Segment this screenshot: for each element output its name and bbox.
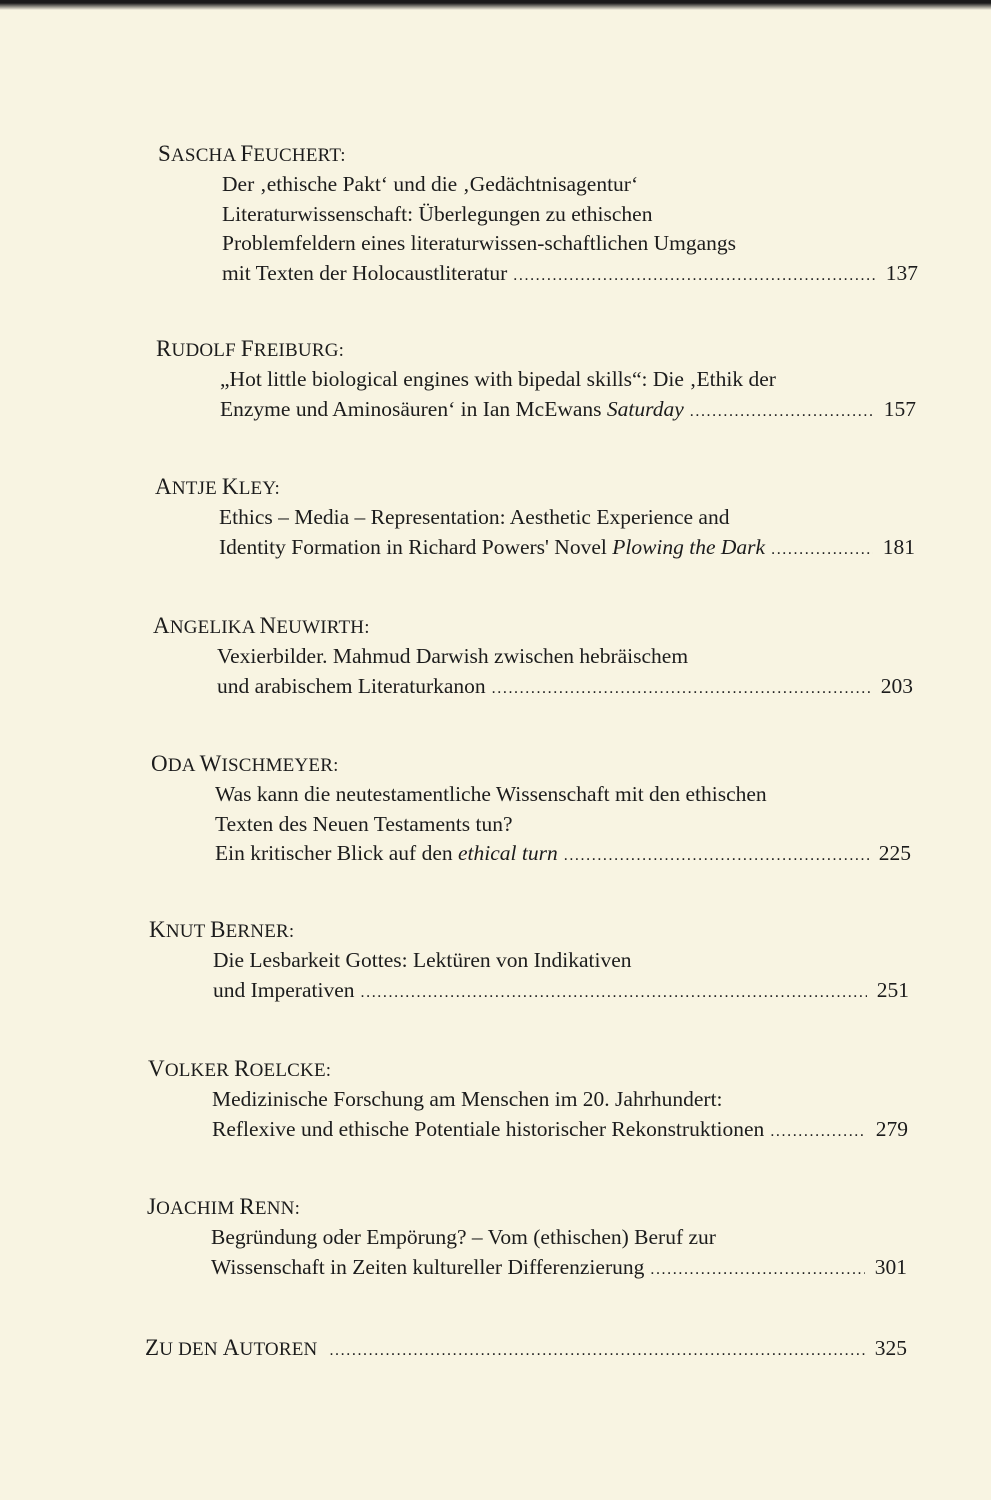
chapter-title xyxy=(217,642,913,703)
page-number[interactable]: 157 xyxy=(883,396,916,421)
page-number[interactable]: 203 xyxy=(880,673,913,698)
toc-entry xyxy=(153,612,913,703)
section-title: ZU DEN AUTOREN xyxy=(145,1335,318,1360)
title-line: Texten des Neuen Testaments tun? xyxy=(215,811,513,836)
chapter-title xyxy=(222,170,918,290)
author-name: VOLKER ROELCKE: xyxy=(148,1056,332,1081)
page-number[interactable]: 325 xyxy=(874,1336,907,1360)
title-last-line: und Imperativen ..... 251 xyxy=(213,976,909,1008)
author-name: RUDOLF FREIBURG: xyxy=(156,336,345,361)
page-edge-shadow xyxy=(0,0,991,10)
author-name: ANGELIKA NEUWIRTH: xyxy=(153,613,370,638)
dot-leader xyxy=(564,841,869,871)
author-name: JOACHIM RENN: xyxy=(147,1194,301,1219)
dot-leader xyxy=(690,397,874,427)
title-line: Ethics – Media – Representation: Aesthetic Experience and xyxy=(219,505,730,529)
toc-entry xyxy=(151,750,911,871)
toc-entry xyxy=(148,1055,908,1146)
toc-entry xyxy=(149,916,909,1007)
chapter-title xyxy=(213,946,909,1007)
title-last-line: und arabischem Literaturkanon ..... 203 xyxy=(217,672,913,704)
dot-leader xyxy=(650,1255,865,1285)
title-line: Literaturwissenschaft: Überlegungen zu ethischen xyxy=(222,201,653,226)
title-line: Der ‚ethische Pakt‘ und die ‚Gedächtnisagentur‘ xyxy=(222,172,639,196)
chapter-title xyxy=(220,365,916,426)
page-number[interactable]: 301 xyxy=(874,1254,907,1279)
chapter-title xyxy=(215,780,911,871)
author-name: SASCHA FEUCHERT: xyxy=(158,141,346,166)
page-number[interactable]: 225 xyxy=(878,841,911,865)
title-line: „Hot little biological engines with bipedal skills“: Die ‚Ethik der xyxy=(220,367,776,391)
dot-leader xyxy=(513,261,876,291)
dot-leader xyxy=(770,1117,866,1147)
title-last-line: Ein kritischer Blick auf den ethical turn ..... 225 xyxy=(215,839,911,871)
chapter-title xyxy=(211,1223,907,1284)
title-last-line: Wissenschaft in Zeiten kultureller Differenzierung ..... 301 xyxy=(211,1253,907,1285)
chapter-title xyxy=(219,503,915,564)
title-line: Vexierbilder. Mahmud Darwish zwischen hebräischem xyxy=(217,644,689,668)
title-last-line: Reflexive und ethische Potentiale historischer Rekonstruktionen ..... 279 xyxy=(212,1115,908,1147)
toc-entry xyxy=(155,473,915,564)
author-name: ODA WISCHMEYER: xyxy=(151,751,339,776)
chapter-title xyxy=(212,1085,908,1146)
toc-entry xyxy=(147,1193,907,1284)
dot-leader xyxy=(492,674,871,704)
toc-entry xyxy=(158,140,918,290)
dot-leader xyxy=(329,1342,865,1360)
toc-entry xyxy=(156,335,916,426)
title-line: Was kann die neutestamentliche Wissenschaft mit den ethischen xyxy=(215,782,767,806)
title-line: Medizinische Forschung am Menschen im 20. Jahrhundert: xyxy=(212,1087,723,1111)
page-number[interactable]: 251 xyxy=(876,977,909,1002)
page-number[interactable]: 279 xyxy=(875,1116,908,1141)
dot-leader xyxy=(361,978,868,1008)
title-line: Die Lesbarkeit Gottes: Lektüren von Indikativen xyxy=(213,948,632,972)
author-name: ANTJE KLEY: xyxy=(155,474,280,499)
dot-leader xyxy=(771,535,873,565)
title-last-line: Identity Formation in Richard Powers' Novel Plowing the Dark ..... 181 xyxy=(219,533,915,565)
page-number[interactable]: 137 xyxy=(885,260,918,285)
author-name: KNUT BERNER: xyxy=(149,917,295,942)
title-line: Problemfeldern eines literaturwissen-schaftlichen Umgangs xyxy=(222,231,737,255)
page-number[interactable]: 181 xyxy=(882,534,915,559)
title-line: Begründung oder Empörung? – Vom (ethischen) Beruf zur xyxy=(211,1225,716,1249)
title-last-line: Enzyme und Aminosäuren‘ in Ian McEwans Saturday ..... 157 xyxy=(220,395,916,427)
title-last-line: mit Texten der Holocaustliteratur ..... 137 xyxy=(222,259,918,291)
toc-entry-authors xyxy=(145,1334,907,1364)
